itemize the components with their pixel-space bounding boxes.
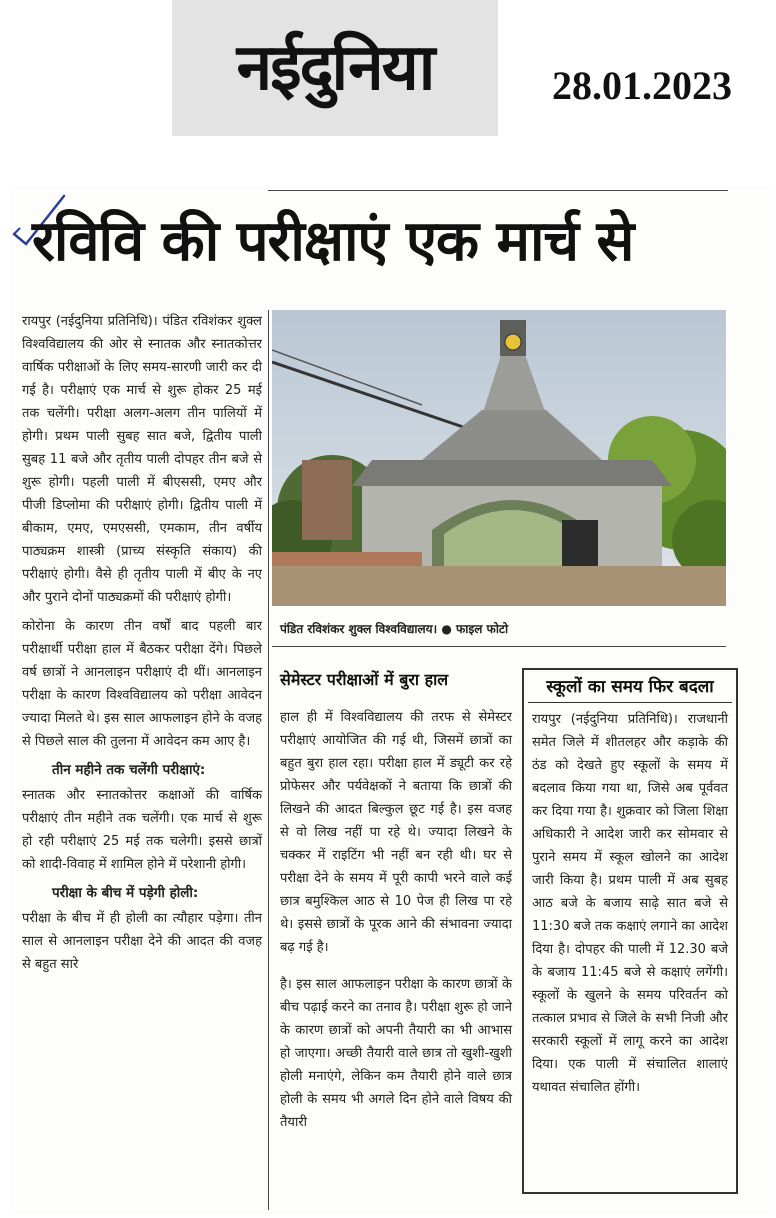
column-2-heading: सेमेस्टर परीक्षाओं में बुरा हाल <box>280 670 449 689</box>
box-heading: स्कूलों का समय फिर बदला <box>546 677 714 697</box>
newspaper-clipping <box>10 186 770 1214</box>
newspaper-title: नईदुनिया <box>236 31 434 105</box>
publication-date: 28.01.2023 <box>552 63 732 108</box>
paragraph: रायपुर (नईदुनिया प्रतिनिधि)। पंडित रविशंकर शुक्ल विश्वविद्यालय की ओर से स्नातक और स्नातकोत्तर वार्षिक परीक्षाओं के लिए समय-सारणी जारी कर दी गई है। परीक्षाएं एक मार्च से शुरू होकर 25 मई तक चलेंगी। परीक्षा अलग-अलग तीन पालियों में होगी। प्रथम पाली सुबह सात बजे, द्वितीय पाली सुबह 11 बजे और तृतीय पाली दोपहर तीन बजे से शुरू होगी। पहली पाली में बीएससी, एमए और पीजी डिप्लोमा की परीक्षाएं होगी। द्वितीय पाली में बीकाम, एमए, एमएससी, एमकाम, तीन वर्षीय पाठ्यक्रम शास्त्री (प्राच्य संस्कृति संकाय) की परीक्षाएं होगी। वैसे ही तृतीय पाली में बीए के नए और पुराने दोनों पाठ्यक्रमों की परीक्षाएं होगी। <box>22 314 262 605</box>
top-rule <box>268 190 728 191</box>
photo-caption: पंडित रविशंकर शुक्ल विश्वविद्यालय। ● फाइल फोटो <box>280 622 509 636</box>
caption-rule <box>272 646 726 647</box>
paragraph: हाल ही में विश्वविद्यालय की तरफ से सेमेस्टर परीक्षाएं आयोजित की गई थी, जिसमें छात्रों का बहुत बुरा हाल रहा। परीक्षा हाल में ड्यूटी कर रहे प्रोफेसर और पर्यवेक्षकों ने बताया कि छात्रों की लिखने की आदत बिल्कुल छूट गई है। इस वजह से वो लिख नहीं पा रहे थे। ज्यादा लिखने के चक्कर में राइटिंग भी नहीं बन रही थी। घर से परीक्षा देने के समय में पूरी कापी भरने वाले कई छात्र बमुश्किल आठ से 10 पेज ही लिख पा रहे थे। इससे छात्रों के पूरक आने की संभावना ज्यादा बढ़ गई है। <box>280 710 512 955</box>
schools-timing-box <box>522 668 738 1194</box>
paragraph: स्नातक और स्नातकोत्तर कक्षाओं की वार्षिक परीक्षाएं तीन महीने तक चलेंगी। एक मार्च से शुरू हो रही परीक्षाएं 25 मई तक चलेगी। इससे छात्रों को शादी-विवाह में शामिल होने में परेशानी होगी। <box>22 788 262 872</box>
paragraph: है। इस साल आफलाइन परीक्षा के कारण छात्रों के बीच पढ़ाई करने का तनाव है। परीक्षा शुरू हो जाने के कारण छात्रों को अपनी तैयारी का भी आभास हो जाएगा। अच्छी तैयारी वाले छात्र तो खुशी-खुशी होली मनाएंगे, लेकिन कम तैयारी होने वाले छात्र होली के समय भी अगले दिन होने वाले विषय की तैयारी <box>280 977 512 1130</box>
paragraph: कोरोना के कारण तीन वर्षों बाद पहली बार परीक्षार्थी परीक्षा हाल में बैठकर परीक्षा देंगे। पिछले वर्ष छात्रों ने आनलाइन परीक्षाएं दी थीं। आनलाइन परीक्षा के कारण विश्वविद्यालय को परीक्षा आवेदन ज्यादा मिलते थे। इस साल आफलाइन होने के वजह से पिछले साल की तुलना में आवेदन कम आए है। <box>22 619 262 749</box>
subheading: परीक्षा के बीच में पड़ेगी होली: <box>52 885 199 901</box>
subheading: तीन महीने तक चलेंगी परीक्षाएं: <box>52 762 206 778</box>
box-text <box>532 708 728 1105</box>
university-gate-photo <box>272 310 726 606</box>
paragraph: परीक्षा के बीच में ही होली का त्यौहार पड़ेगा। तीन साल से आनलाइन परीक्षा देने की आदत की वजह से बहुत सारे <box>22 911 262 972</box>
article-column-1 <box>22 310 262 982</box>
column-divider <box>268 310 269 1210</box>
headline: रविवि की परीक्षाएं एक मार्च से <box>32 209 634 274</box>
article-column-2 <box>280 706 512 1140</box>
paragraph: रायपुर (नईदुनिया प्रतिनिधि)। राजधानी समेत जिले में शीतलहर और कड़ाके की ठंड को देखते हुए स्कूलों के समय में बदलाव किया गया था, जिसे अब पूर्ववत कर दिया गया है। शुक्रवार को जिला शिक्षा अधिकारी ने आदेश जारी कर सोमवार से पुराने समय में स्कूल खोलने का आदेश जारी किया है। प्रथम पाली में अब सुबह आठ बजे के बजाय साढ़े सात बजे से 11:30 बजे तक कक्षाएं लगाने का आदेश दिया है। दोपहर की पाली में 12.30 बजे के बजाय 11:45 बजे से कक्षाएं लगेंगी। स्कूलों के खुलने के समय परिवर्तन को तत्काल प्रभाव से जिले के सभी निजी और सरकारी स्कूलों में लागू करने का आदेश दिया। एक पाली में संचालित शालाएं यथावत संचालित होंगी। <box>532 712 728 1095</box>
masthead-logo <box>172 0 498 136</box>
box-rule <box>528 702 732 703</box>
